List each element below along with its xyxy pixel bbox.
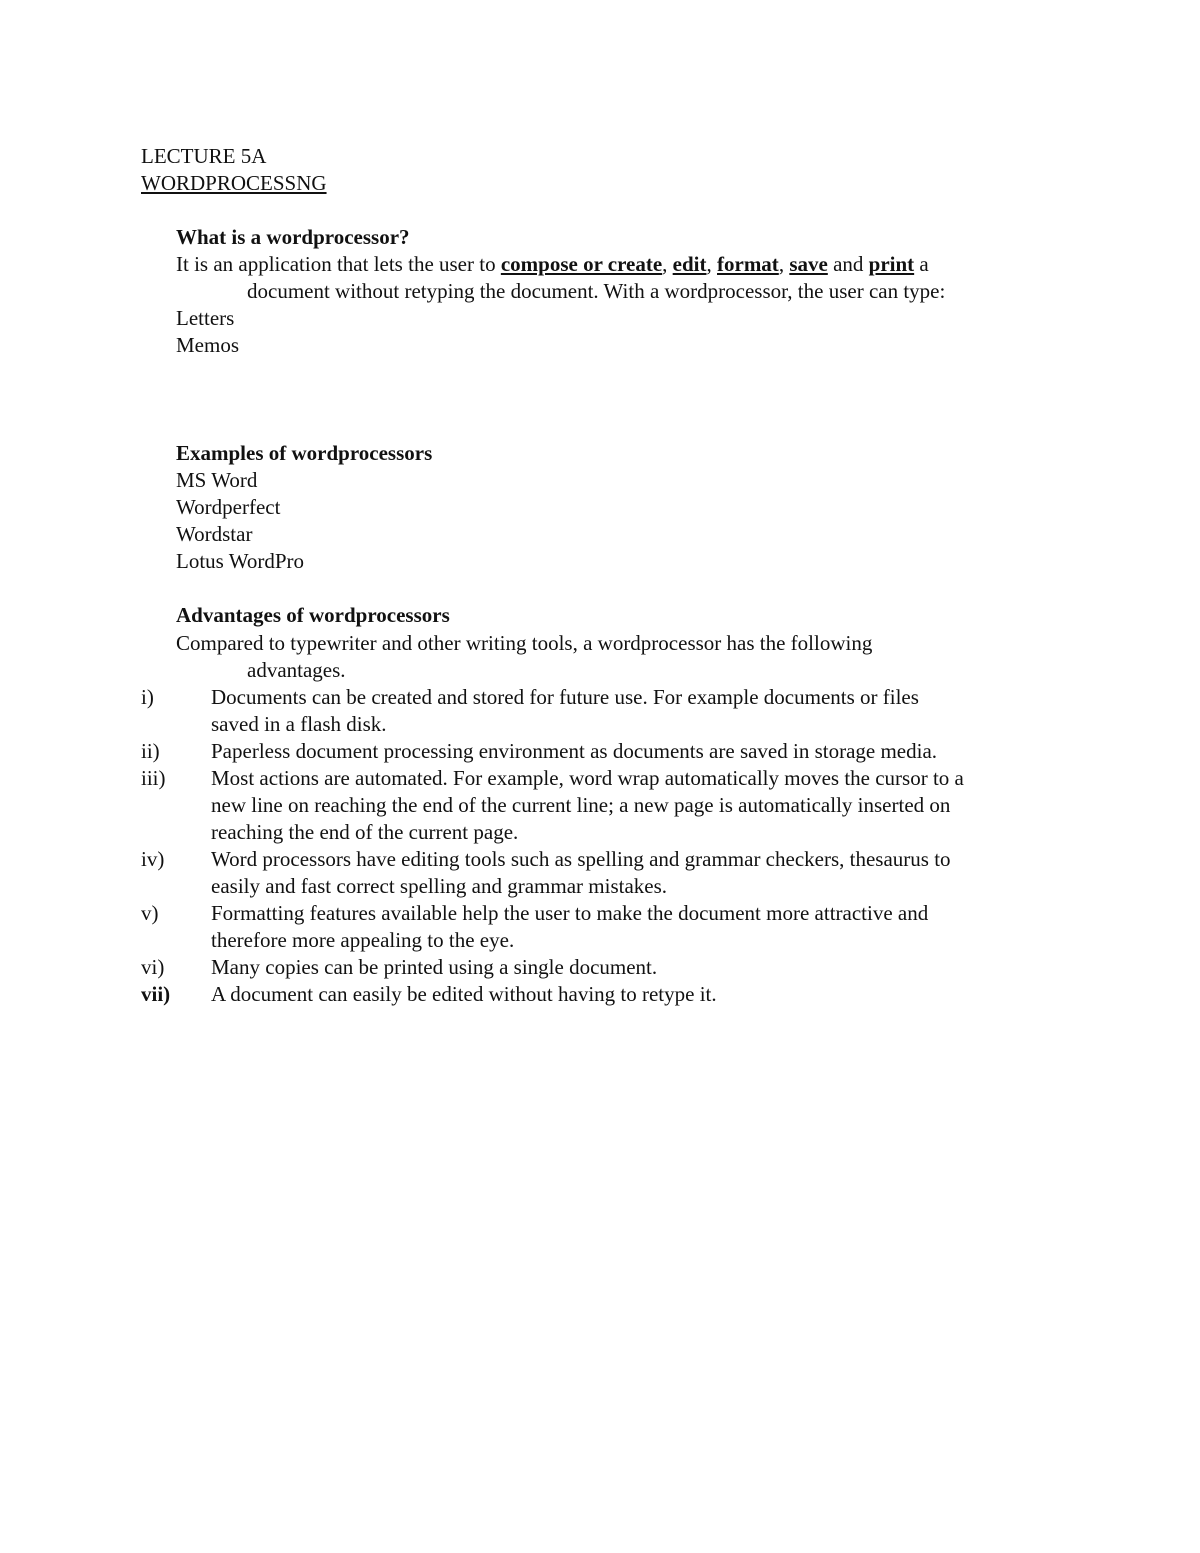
advantage-text: saved in a flash disk. [211,712,387,736]
list-item: Letters [176,306,235,330]
definition-text-start: It is an application that lets the user to [176,252,501,276]
advantage-number: v) [141,901,159,925]
advantage-number: iii) [141,766,166,790]
advantage-number: vii) [141,982,171,1006]
list-item: Lotus WordPro [176,549,305,573]
subject-title: WORDPROCESSNG [141,171,327,195]
advantage-text: easily and fast correct spelling and grammar mistakes. [211,874,668,898]
advantages-intro-line-2: advantages. [247,658,346,682]
definition-line-1 [176,251,929,278]
advantage-number: vi) [141,955,165,979]
section-heading-advantages: Advantages of wordprocessors [176,603,450,627]
advantage-text: reaching the end of the current page. [211,820,519,844]
section-heading-what-is: What is a wordprocessor? [176,225,410,249]
advantage-text: therefore more appealing to the eye. [211,928,515,952]
lecture-title: LECTURE 5A [141,144,267,168]
list-item: Memos [176,333,239,357]
advantage-number: ii) [141,739,160,763]
list-item: Wordperfect [176,495,281,519]
list-item: MS Word [176,468,258,492]
advantage-number: i) [141,685,154,709]
keyword-compose: compose or create [500,252,663,276]
advantages-intro-line-1: Compared to typewriter and other writing tools, a wordprocessor has the following [176,631,873,655]
section-heading-examples: Examples of wordprocessors [176,441,433,465]
advantage-text: Formatting features available help the user to make the document more attractive and [211,901,929,925]
definition-line-2: document without retyping the document. With a wordprocessor, the user can type: [247,279,946,303]
advantage-text: new line on reaching the end of the current line; a new page is automatically inserted on [211,793,951,817]
separator: and [827,252,869,276]
advantage-text: Word processors have editing tools such as spelling and grammar checkers, thesaurus to [211,847,951,871]
keyword-format: format [717,252,779,276]
advantage-text: A document can easily be edited without having to retype it. [211,982,717,1006]
advantage-text: Documents can be created and stored for future use. For example documents or files [211,685,919,709]
keyword-print: print [868,252,915,276]
separator: , [706,252,717,276]
advantage-number: iv) [141,847,165,871]
list-item: Wordstar [176,522,253,546]
separator: , [662,252,673,276]
keyword-save: save [789,252,828,276]
advantage-text: Most actions are automated. For example, word wrap automatically moves the cursor to a [211,766,964,790]
advantage-text: Paperless document processing environment as documents are saved in storage media. [211,739,938,763]
advantage-text: Many copies can be printed using a single document. [211,955,658,979]
keyword-edit: edit [672,252,707,276]
definition-text-end: a [914,252,929,276]
separator: , [778,252,790,276]
